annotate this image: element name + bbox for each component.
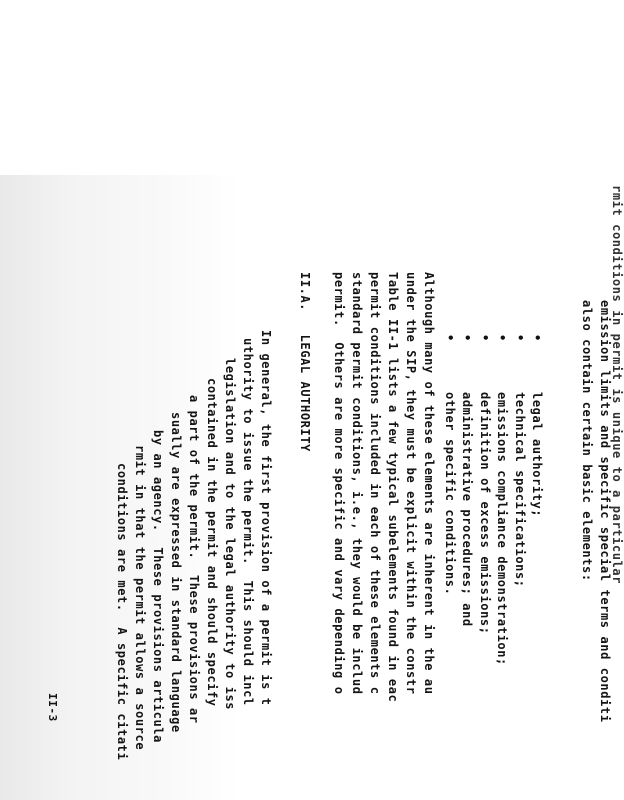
body-line: conditions are met. A specific citati xyxy=(115,463,129,761)
element-item: legal authority; xyxy=(530,392,544,518)
element-item: technical specifications; xyxy=(513,392,527,588)
element-item: administrative procedures; and xyxy=(460,392,474,627)
bullet-icon: • xyxy=(495,334,509,342)
cut-off-top-line: rmit conditions in permit is unique to a particular xyxy=(610,185,624,585)
body-line: legislation and to the legal authority to iss xyxy=(223,358,237,711)
body-line: Although many of these elements are inherent in the au xyxy=(422,272,436,695)
bullet-icon: • xyxy=(478,334,492,342)
element-item: other specific conditions. xyxy=(443,392,457,596)
body-line: by an agency. These provisions articula xyxy=(151,430,165,743)
body-line: Table II-1 lists a few typical subelements found in eac xyxy=(386,272,400,703)
body-line: In general, the first provision of a permit is t xyxy=(259,330,273,706)
body-line: uthority to issue the permit. This should incl xyxy=(241,338,255,706)
body-line: contained in the permit and should specify xyxy=(205,378,219,707)
bullet-icon: • xyxy=(443,334,457,342)
body-line: permit conditions included in each of these elements c xyxy=(368,272,382,695)
body-line: under the SIP, they must be explicit within the constr xyxy=(404,272,418,695)
bullet-icon: • xyxy=(513,334,527,342)
bullet-icon: • xyxy=(530,334,544,342)
body-line: permit. Others are more specific and vary depending o xyxy=(332,272,346,695)
element-item: emissions compliance demonstration; xyxy=(495,392,509,666)
body-line: standard permit conditions, i.e., they would be includ xyxy=(350,272,364,695)
bullet-icon: • xyxy=(460,334,474,342)
section-heading: II.A. LEGAL AUTHORITY xyxy=(298,272,312,452)
page-number: II-3 xyxy=(46,693,59,722)
intro-line: also contain certain basic elements: xyxy=(580,300,594,582)
body-line: rmit in that the permit allows a source xyxy=(133,445,147,751)
element-item: definition of excess emissions; xyxy=(478,392,492,635)
intro-line: emission limits and specific special terms and conditi xyxy=(598,300,612,723)
body-line: sually are expressed in standard language xyxy=(169,412,183,733)
body-line: a part of the permit. These provisions ar xyxy=(187,395,201,724)
